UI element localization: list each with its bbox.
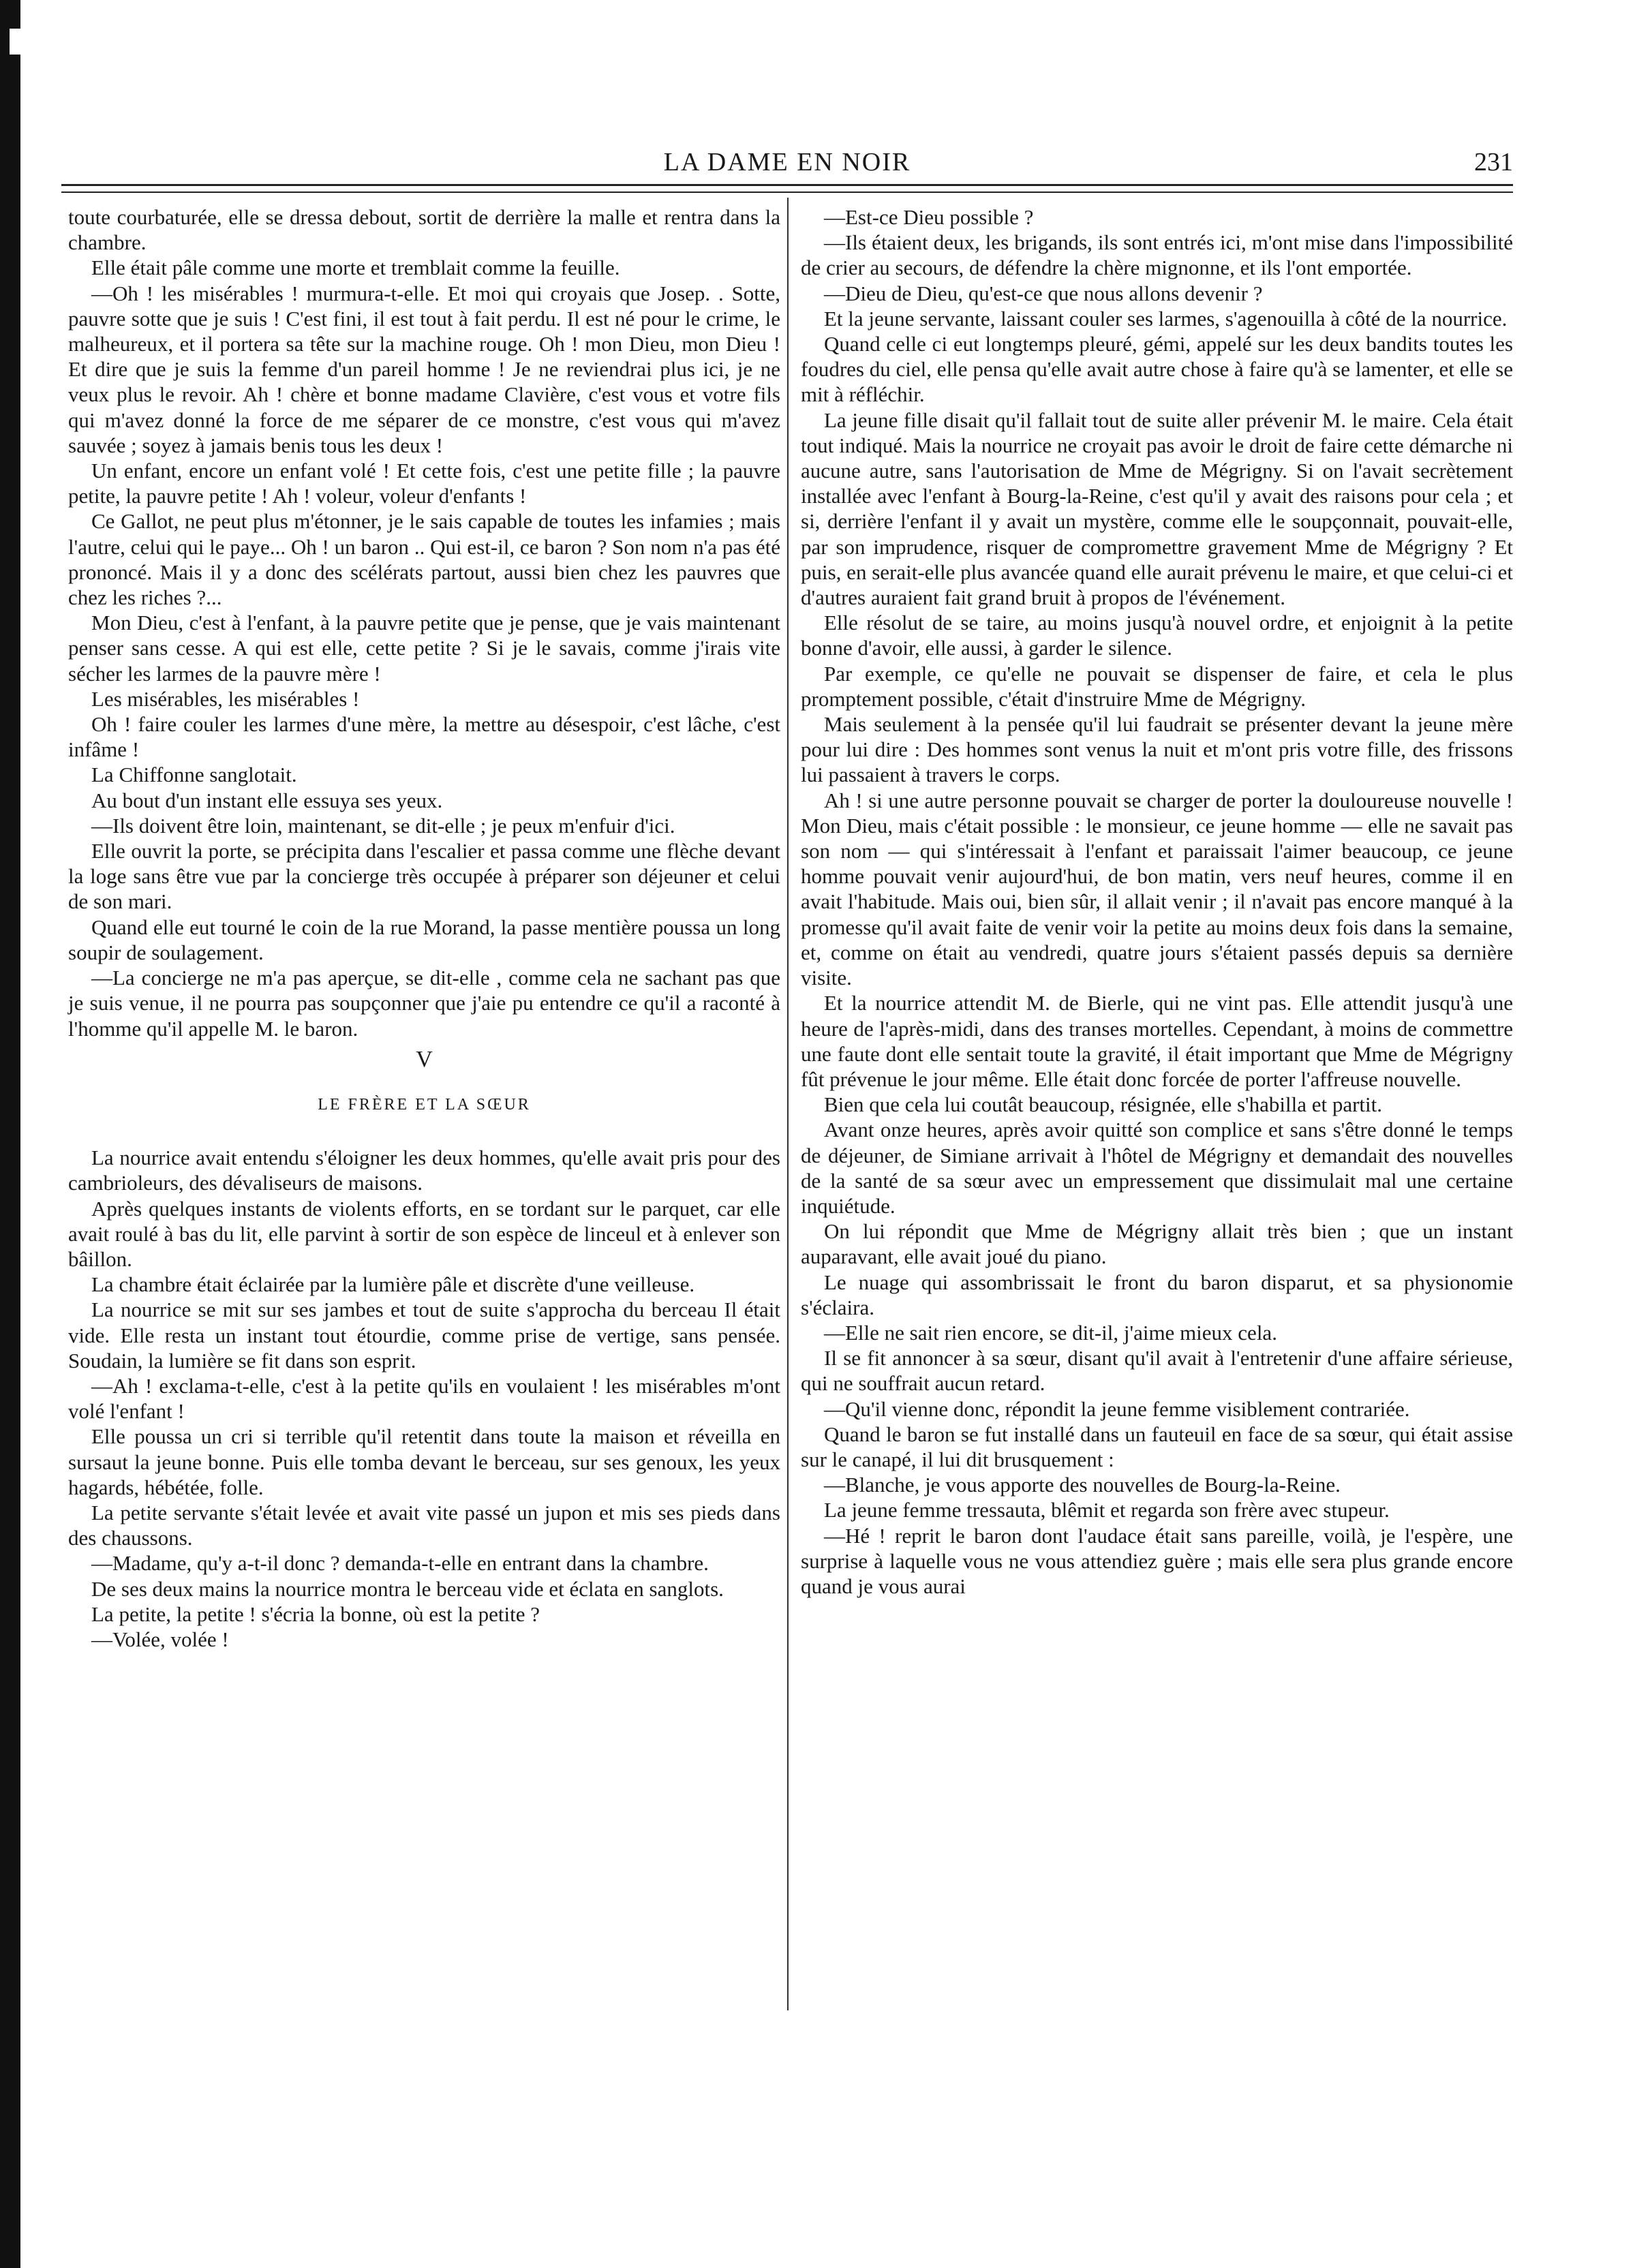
paragraph: —Qu'il vienne donc, répondit la jeune femme visiblement contrariée.	[824, 1396, 1410, 1421]
paragraph: La petite servante s'était levée et avait vite passé un jupon et mis ses pieds dans des chaussons.	[68, 1500, 780, 1550]
paragraph: La jeune fille disait qu'il fallait tout de suite aller prévenir M. le maire. Cela était tout indiqué. Mais la nourrice ne croyait pas avoir le droit de faire cette démarche ni aucune autre, sans l'autorisation de Mme de Mégrigny. Si on l'avait secrètement installée avec l'enfant à Bourg-la-Reine, c'est qu'il y avait des raisons pour cela ; et si, derrière l'enfant il y avait un mystère, comme elle le soupçonnait, pouvait-elle, par son imprudence, risquer de compromettre gravement Mme de Mégrigny ? Et puis, en serait-elle plus avancée quand elle aurait prévenu le maire, et que celui-ci et d'autres auraient fait grand bruit à propos de l'événement.	[801, 408, 1513, 610]
paragraph: Un enfant, encore un enfant volé ! Et cette fois, c'est une petite fille ; la pauvre petite, la pauvre petite ! Ah ! voleur, voleur d'enfants !	[68, 459, 780, 508]
paragraph: Elle poussa un cri si terrible qu'il retentit dans toute la maison et réveilla en sursaut la jeune bonne. Puis elle tomba devant le berceau, sur ses genoux, les yeux hagards, hébétée, folle.	[68, 1424, 780, 1499]
chapter-number: V	[416, 1046, 433, 1072]
paragraph: Elle ouvrit la porte, se précipita dans l'escalier et passa comme une flèche devant la loge sans être vue par la concierge très occupée à préparer son déjeuner et celui de son mari.	[68, 839, 780, 914]
binding-edge	[0, 0, 20, 2268]
paragraph: De ses deux mains la nourrice montra le berceau vide et éclata en sanglots.	[91, 1576, 724, 1601]
paragraph: Elle était pâle comme une morte et tremblait comme la feuille.	[91, 256, 620, 280]
paragraph: La chambre était éclairée par la lumière pâle et discrète d'une veilleuse.	[91, 1272, 695, 1297]
paragraph: Quand le baron se fut installé dans un fauteuil en face de sa sœur, qui était assise sur le canapé, il lui dit brusquement :	[801, 1422, 1513, 1471]
paragraph: Quand celle ci eut longtemps pleuré, gémi, appelé sur les deux bandits toutes les foudres du ciel, elle pensa qu'elle avait autre chose à faire qu'à se lamenter, et elle se mit à réfléchir.	[801, 332, 1513, 407]
paragraph: —Madame, qu'y a-t-il donc ? demanda-t-elle en entrant dans la chambre.	[91, 1551, 709, 1576]
paragraph: Mon Dieu, c'est à l'enfant, à la pauvre petite que je pense, que je vais maintenant penser sans cesse. A qui est elle, cette petite ? Si je le savais, comme j'irais vite sécher les larmes de la pauvre mère !	[68, 611, 780, 686]
paragraph: Ah ! si une autre personne pouvait se charger de porter la douloureuse nouvelle ! Mon Dieu, mais c'était possible : le monsieur, ce jeune homme — elle ne savait pas son nom — qui s'intéressait à l'enfant et paraissait l'aimer beaucoup, ce jeune homme pouvait venir aujourd'hui, de bon matin, vers neuf heures, comme il en avait l'habitude. Mais oui, bien sûr, il allait venir ; il n'avait pas encore manqué à la promesse qu'il avait faite de venir voir la petite au moins deux fois dans la semaine, et, comme on était au vendredi, quatre jours s'étaient passés depuis sa dernière visite.	[801, 788, 1513, 990]
paragraph: Et la nourrice attendit M. de Bierle, qui ne vint pas. Elle attendit jusqu'à une heure de l'après-midi, dans des transes mortelles. Cependant, à moins de commettre une faute dont elle sentait toute la gravité, il était important que Mme de Mégrigny fût prévenue le jour même. Elle était donc forcée de porter l'affreuse nouvelle.	[801, 991, 1513, 1091]
binding-notch	[10, 29, 30, 55]
header-rule-bottom	[61, 191, 1513, 193]
paragraph: Les misérables, les misérables !	[91, 686, 360, 711]
paragraph: Il se fit annoncer à sa sœur, disant qu'il avait à l'entretenir d'une affaire sérieuse, qui ne souffrait aucun retard.	[801, 1346, 1513, 1396]
paragraph: Oh ! faire couler les larmes d'une mère, la mettre au désespoir, c'est lâche, c'est infâme !	[68, 712, 780, 762]
running-title: LA DAME EN NOIR	[663, 148, 911, 177]
paragraph: La Chiffonne sanglotait.	[91, 763, 297, 787]
paragraph: —Ah ! exclama-t-elle, c'est à la petite qu'ils en voulaient ! les misérables m'ont volé l'enfant !	[68, 1373, 780, 1424]
paragraph: La jeune femme tressauta, blêmit et regarda son frère avec stupeur.	[824, 1498, 1390, 1522]
paragraph: Et la jeune servante, laissant couler ses larmes, s'agenouilla à côté de la nourrice.	[824, 306, 1508, 331]
paragraph: Après quelques instants de violents efforts, en se tordant sur le parquet, car elle avait roulé à bas du lit, elle parvint à sortir de son espèce de linceul et à enlever son bâillon.	[68, 1196, 780, 1271]
paragraph: —Hé ! reprit le baron dont l'audace était sans pareille, voilà, je l'espère, une surprise à laquelle vous ne vous attendiez guère ; mais elle sera plus grande encore quand je vous aurai	[801, 1523, 1513, 1598]
paragraph: Au bout d'un instant elle essuya ses yeux.	[91, 788, 443, 812]
paragraph: La nourrice se mit sur ses jambes et tout de suite s'approcha du berceau Il était vide. Elle resta un instant tout étourdie, comme prise de vertige, sans pensée. Soudain, la lumière se fit dans son esprit.	[68, 1298, 780, 1373]
paragraph: —Dieu de Dieu, qu'est-ce que nous allons devenir ?	[824, 281, 1263, 305]
right-column	[801, 204, 1513, 1599]
paragraph: Le nuage qui assombrissait le front du baron disparut, et sa physionomie s'éclaira.	[801, 1270, 1513, 1319]
paragraph: —Volée, volée !	[91, 1627, 229, 1651]
left-column	[68, 204, 780, 1652]
paragraph: La nourrice avait entendu s'éloigner les deux hommes, qu'elle avait pris pour des cambrioleurs, des dévaliseurs de maisons.	[68, 1146, 780, 1195]
paragraph: Par exemple, ce qu'elle ne pouvait se dispenser de faire, et cela le plus promptement possible, c'était d'instruire Mme de Mégrigny.	[801, 661, 1513, 711]
paragraph: Mais seulement à la pensée qu'il lui faudrait se présenter devant la jeune mère pour lui dire : Des hommes sont venus la nuit et m'ont pris votre fille, des frissons lui passaient à travers le corps.	[801, 712, 1513, 787]
left-text-after-chapter	[68, 1145, 780, 1652]
paragraph: toute courbaturée, elle se dressa debout, sortit de derrière la malle et rentra dans la chambre.	[68, 205, 780, 255]
paragraph: —Ils étaient deux, les brigands, ils sont entrés ici, m'ont mise dans l'impossibilité de crier au secours, de défendre la chère mignonne, et ils l'ont emportée.	[801, 230, 1513, 280]
paragraph: Quand elle eut tourné le coin de la rue Morand, la passe mentière poussa un long soupir de soulagement.	[68, 915, 780, 964]
paragraph: —Blanche, je vous apporte des nouvelles de Bourg-la-Reine.	[824, 1473, 1341, 1497]
paragraph: Elle résolut de se taire, au moins jusqu'à nouvel ordre, et enjoignit à la petite bonne d'avoir, elle aussi, à garder le silence.	[801, 611, 1513, 660]
paragraph: La petite, la petite ! s'écria la bonne, où est la petite ?	[91, 1602, 540, 1626]
paragraph: Ce Gallot, ne peut plus m'étonner, je le sais capable de toutes les infamies ; mais l'autre, celui qui le paye... Oh ! un baron .. Qui est-il, ce baron ? Son nom n'a pas été prononcé. Mais il y a donc des scélérats partout, aussi bien chez les pauvres que chez les riches ?...	[68, 509, 780, 610]
paragraph: —Ils doivent être loin, maintenant, se dit-elle ; je peux m'enfuir d'ici.	[91, 813, 675, 838]
paragraph: Avant onze heures, après avoir quitté son complice et sans s'être donné le temps de déjeuner, de Simiane arrivait à l'hôtel de Mégrigny et demandait des nouvelles de la santé de sa sœur avec un empressement que dissimulait mal une certaine inquiétude.	[801, 1118, 1513, 1218]
paragraph: —Oh ! les misérables ! murmura-t-elle. Et moi qui croyais que Josep. . Sotte, pauvre sotte que je suis ! C'est fini, il est tout à fait perdu. Il est né pour le crime, le malheureux, et il portera sa tête sur la machine rouge. Oh ! mon Dieu, mon Dieu ! Et dire que je suis la femme d'un pareil homme ! Je ne reviendrai plus ici, je ne veux plus le revoir. Ah ! chère et bonne madame Clavière, c'est vous et votre fils qui m'avez donné la force de me séparer de ce monstre, c'est vous qui m'avez sauvée ; soyez à jamais benis tous les deux !	[68, 281, 780, 457]
paragraph: —Elle ne sait rien encore, se dit-il, j'aime mieux cela.	[824, 1320, 1277, 1345]
page-number: 231	[1474, 148, 1513, 177]
column-divider	[787, 198, 789, 2010]
right-text	[801, 204, 1513, 1599]
left-text-before-chapter	[68, 204, 780, 1041]
paragraph: On lui répondit que Mme de Mégrigny allait très bien ; que un instant auparavant, elle avait joué du piano.	[801, 1219, 1513, 1269]
chapter-title: LE FRÈRE ET LA SŒUR	[318, 1095, 531, 1114]
page-header	[61, 143, 1513, 184]
paragraph: —Est-ce Dieu possible ?	[824, 205, 1034, 229]
paragraph: —La concierge ne m'a pas aperçue, se dit-elle , comme cela ne sachant pas que je suis venue, il ne pourra pas soupçonner que j'aie pu entendre ce qu'il a raconté à l'homme qu'il appelle M. le baron.	[68, 966, 780, 1041]
paragraph: Bien que cela lui coutât beaucoup, résignée, elle s'habilla et partit.	[824, 1092, 1383, 1117]
header-rule-top	[61, 184, 1513, 186]
